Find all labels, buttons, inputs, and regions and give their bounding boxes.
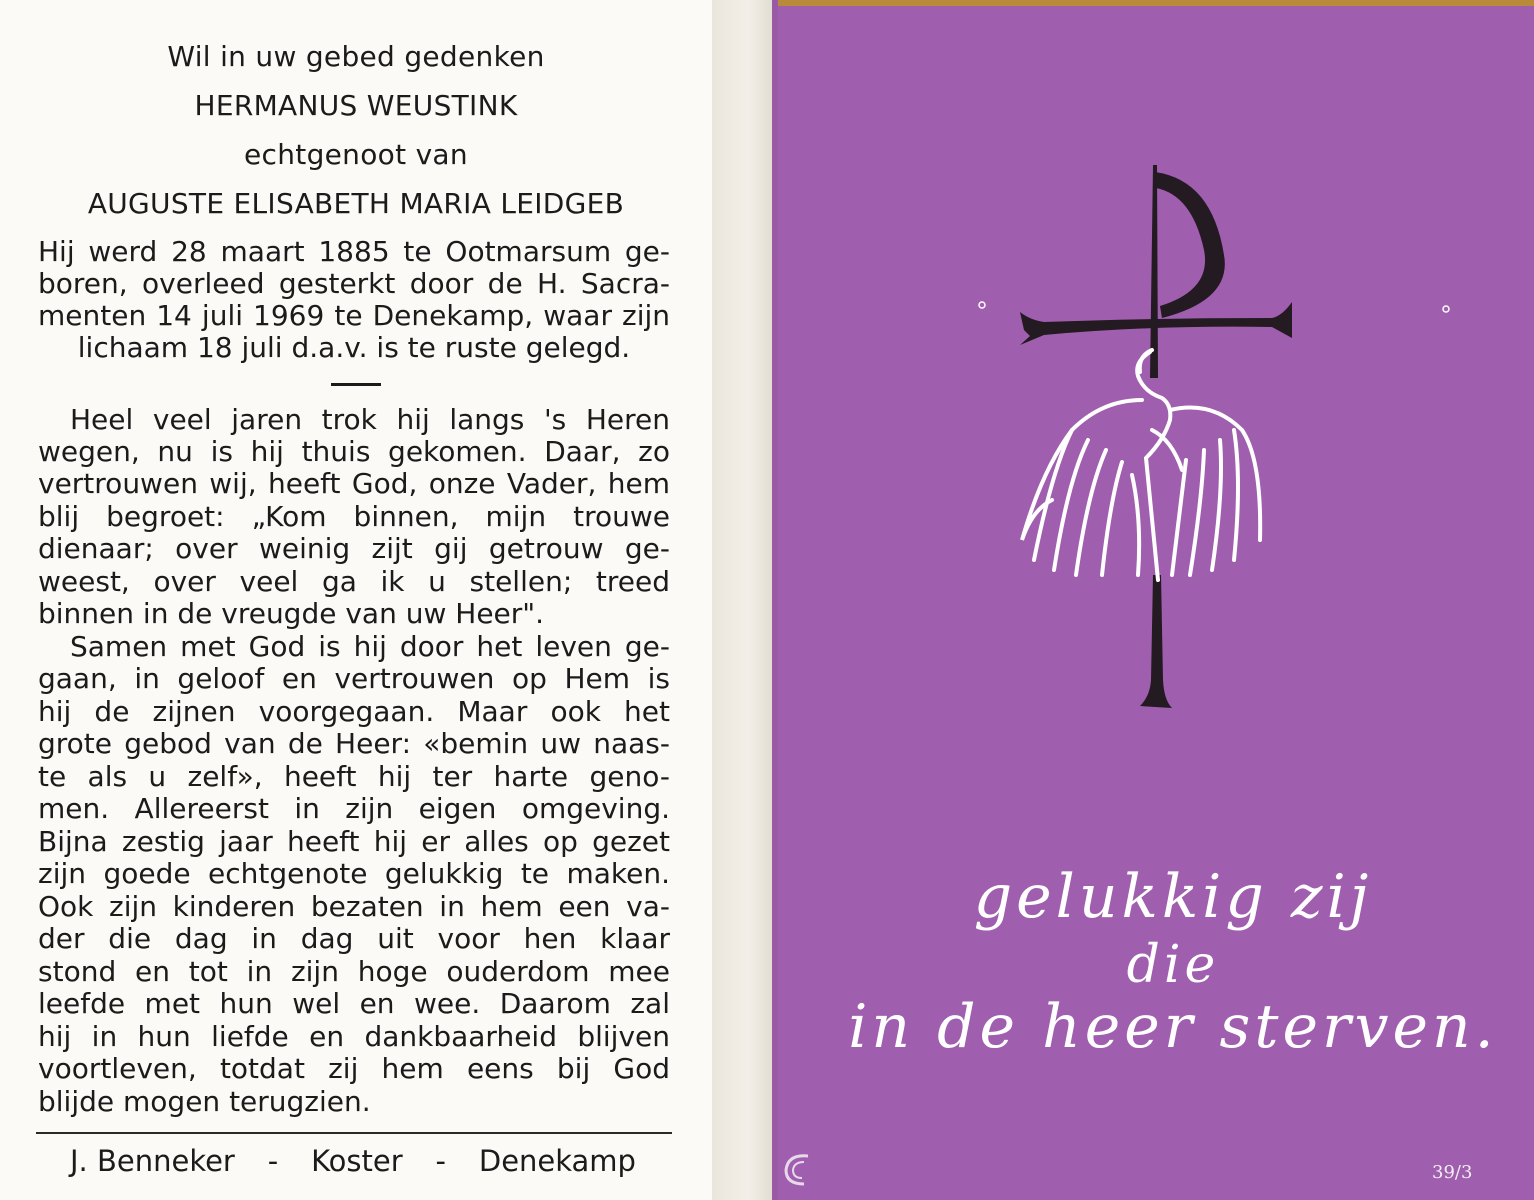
paragraph-line: blij begroet: „Kom binnen, mijn trouwe (38, 500, 670, 533)
paragraph-line: Samen met God is hij door het leven ge- (70, 630, 670, 663)
paragraph-line: men. Allereerst in zijn eigen omgeving. (38, 792, 670, 825)
motto-line: in de heer sterven. (848, 992, 1498, 1062)
memorial-text-card (0, 0, 713, 1200)
bio-line: boren, overleed gesterkt door de H. Sacra- (38, 267, 670, 300)
printer-name: J. Benneker (70, 1144, 235, 1178)
dove-icon (1022, 350, 1260, 580)
paragraph-line: Ook zijn kinderen bezaten in hem een va- (38, 890, 670, 923)
paragraph-line: Heel veel jaren trok hij langs 's Heren (70, 403, 670, 436)
paragraph-line: hij in hun liefde en dankbaarheid blijven (38, 1020, 670, 1053)
paragraph-line: Bijna zestig jaar heeft hij er alles op gezet (38, 825, 670, 858)
paragraph-line: binnen in de vreugde van uw Heer". (38, 597, 545, 630)
paragraph-line: gaan, in geloof en vertrouwen op Hem is (38, 662, 670, 695)
bio-line: menten 14 juli 1969 te Denekamp, waar zijn (38, 299, 670, 332)
paragraph-line: dienaar; over weinig zijt gij getrouw ge- (38, 532, 670, 565)
printer-role: Koster (311, 1144, 403, 1178)
paragraph-line: hij de zijnen voorgegaan. Maar ook het (38, 695, 670, 728)
motto-line: gelukkig zij (973, 862, 1373, 932)
paragraph-line: blijde mogen terugzien. (38, 1085, 371, 1118)
paragraph-line: zijn goede echtgenote gelukkig te maken. (38, 857, 670, 890)
section-divider (331, 383, 381, 386)
heading-line: Wil in uw gebed gedenken (167, 40, 545, 73)
bio-line: lichaam 18 juli d.a.v. is te ruste gelegd. (77, 331, 631, 364)
paragraph-line: voortleven, totdat zij hem eens bij God (38, 1052, 670, 1085)
motto-line: die (1126, 935, 1220, 995)
paragraph-line: weest, over veel ga ik u stellen; treed (38, 565, 670, 598)
printer-footer (70, 1143, 636, 1179)
paragraph-line: te als u zelf», heeft hij ter harte geno- (38, 760, 670, 793)
paragraph-line: vertrouwen wij, heeft God, onze Vader, hem (38, 467, 670, 500)
print-code: 39/3 (1432, 1162, 1473, 1183)
devotional-image-card (772, 0, 1534, 1200)
paragraph-line: wegen, nu is hij thuis gekomen. Daar, zo (38, 435, 670, 468)
chi-rho-cross-icon (772, 0, 1534, 760)
paragraph-line: der die dag in dag uit voor hen klaar (38, 922, 670, 955)
heading-line: echtgenoot van (244, 138, 468, 171)
paragraph-line: stond en tot in zijn hoge ouderdom mee (38, 955, 670, 988)
card-gap (712, 0, 772, 1200)
separator: - (267, 1144, 279, 1178)
bio-line: Hij werd 28 maart 1885 te Ootmarsum ge- (38, 235, 670, 268)
paragraph-line: grote gebod van de Heer: «bemin uw naas- (38, 727, 670, 760)
paragraph-line: leefde met hun wel en wee. Daarom zal (38, 987, 670, 1020)
separator: - (435, 1144, 446, 1178)
printer-town: Denekamp (478, 1144, 636, 1178)
deceased-name: HERMANUS WEUSTINK (194, 89, 518, 122)
publisher-logo-icon (778, 1148, 818, 1188)
footer-divider (36, 1132, 672, 1134)
spouse-name: AUGUSTE ELISABETH MARIA LEIDGEB (87, 187, 625, 220)
